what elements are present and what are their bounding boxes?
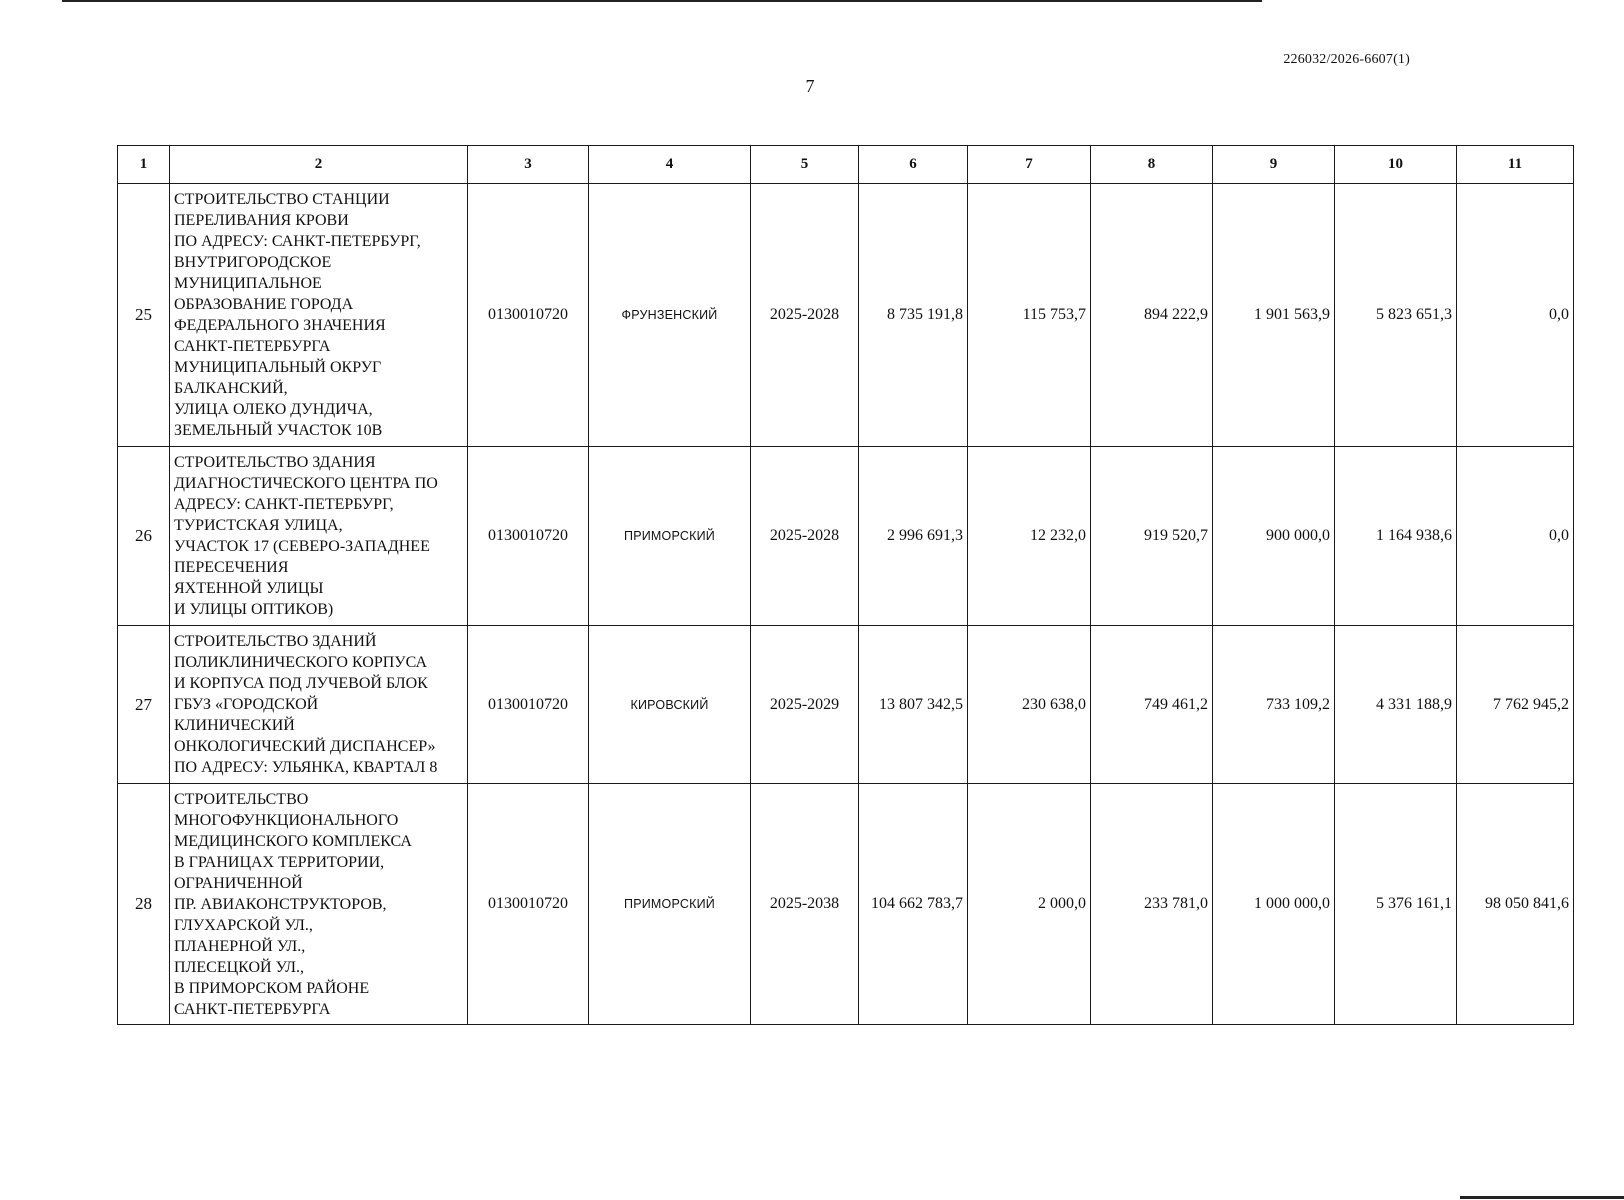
- column-header: 3: [468, 146, 589, 184]
- description-line: ПЛЕСЕЦКОЙ УЛ.,: [174, 958, 304, 976]
- period: 2025-2038: [751, 784, 859, 1025]
- column-header: 2: [170, 146, 468, 184]
- description-line: СТРОИТЕЛЬСТВО ЗДАНИЯ: [174, 454, 376, 471]
- description-line: ЗЕМЕЛЬНЫЙ УЧАСТОК 10В: [174, 422, 383, 439]
- column-header: 1: [118, 146, 170, 184]
- description-line: МУНИЦИПАЛЬНЫЙ ОКРУГ: [174, 359, 382, 376]
- district: ПРИМОРСКИЙ: [589, 447, 751, 626]
- description-line: ПО АДРЕСУ: САНКТ-ПЕТЕРБУРГ,: [174, 233, 421, 250]
- description-line: В ПРИМОРСКОМ РАЙОНЕ: [174, 979, 370, 997]
- period: 2025-2028: [751, 184, 859, 447]
- value-col-9: 900 000,0: [1213, 447, 1335, 626]
- description-line: СТРОИТЕЛЬСТВО: [174, 790, 309, 808]
- value-col-9: 1 901 563,9: [1213, 184, 1335, 447]
- project-description: [170, 447, 468, 626]
- value-col-11: 0,0: [1457, 447, 1574, 626]
- table-row: [118, 184, 1574, 447]
- project-description: [170, 184, 468, 447]
- value-col-7: 115 753,7: [968, 184, 1091, 447]
- column-header: 8: [1091, 146, 1213, 184]
- value-col-11: 98 050 841,6: [1457, 784, 1574, 1025]
- row-number: 28: [118, 784, 170, 1025]
- scan-edge-bottom: [1460, 1196, 1624, 1199]
- value-col-9: 1 000 000,0: [1213, 784, 1335, 1025]
- district: КИРОВСКИЙ: [589, 626, 751, 784]
- value-col-8: 233 781,0: [1091, 784, 1213, 1025]
- description-line: ОНКОЛОГИЧЕСКИЙ ДИСПАНСЕР»: [174, 738, 436, 755]
- description-line: УЧАСТОК 17 (СЕВЕРО-ЗАПАДНЕЕ: [174, 538, 430, 555]
- description-line: КЛИНИЧЕСКИЙ: [174, 717, 295, 734]
- district: ФРУНЗЕНСКИЙ: [589, 184, 751, 447]
- description-line: ГЛУХАРСКОЙ УЛ.,: [174, 916, 313, 934]
- table-row: [118, 784, 1574, 1025]
- project-table: [117, 145, 1574, 1025]
- table-row: [118, 447, 1574, 626]
- description-line: ВНУТРИГОРОДСКОЕ: [174, 254, 332, 271]
- value-col-6: 104 662 783,7: [859, 784, 968, 1025]
- description-line: САНКТ-ПЕТЕРБУРГА: [174, 338, 331, 355]
- column-header: 11: [1457, 146, 1574, 184]
- description-line: ДИАГНОСТИЧЕСКОГО ЦЕНТРА ПО: [174, 475, 438, 492]
- description-line: ЯХТЕННОЙ УЛИЦЫ: [174, 580, 324, 597]
- value-col-8: 894 222,9: [1091, 184, 1213, 447]
- page-number: 7: [805, 76, 815, 96]
- value-col-8: 749 461,2: [1091, 626, 1213, 784]
- table-header-row: [118, 146, 1574, 184]
- description-line: МУНИЦИПАЛЬНОЕ: [174, 275, 322, 292]
- value-col-10: 5 376 161,1: [1335, 784, 1457, 1025]
- description-line: ПЕРЕСЕЧЕНИЯ: [174, 559, 289, 576]
- value-col-11: 0,0: [1457, 184, 1574, 447]
- value-col-6: 13 807 342,5: [859, 626, 968, 784]
- value-col-10: 4 331 188,9: [1335, 626, 1457, 784]
- scan-edge-top: [62, 0, 1262, 2]
- value-col-9: 733 109,2: [1213, 626, 1335, 784]
- description-line: ПЛАНЕРНОЙ УЛ.,: [174, 937, 306, 955]
- column-header: 7: [968, 146, 1091, 184]
- row-number: 26: [118, 447, 170, 626]
- row-number: 25: [118, 184, 170, 447]
- budget-code: 0130010720: [468, 784, 589, 1025]
- value-col-10: 5 823 651,3: [1335, 184, 1457, 447]
- description-line: САНКТ-ПЕТЕРБУРГА: [174, 1000, 331, 1018]
- column-header: 9: [1213, 146, 1335, 184]
- value-col-8: 919 520,7: [1091, 447, 1213, 626]
- description-line: ГБУЗ «ГОРОДСКОЙ: [174, 696, 319, 713]
- table-row: [118, 626, 1574, 784]
- description-line: УЛИЦА ОЛЕКО ДУНДИЧА,: [174, 401, 373, 418]
- description-line: БАЛКАНСКИЙ,: [174, 380, 288, 397]
- column-header: 10: [1335, 146, 1457, 184]
- description-line: ТУРИСТСКАЯ УЛИЦА,: [174, 517, 343, 534]
- description-line: ОБРАЗОВАНИЕ ГОРОДА: [174, 296, 354, 313]
- description-line: СТРОИТЕЛЬСТВО СТАНЦИИ: [174, 191, 390, 208]
- description-line: ПР. АВИАКОНСТРУКТОРОВ,: [174, 895, 387, 913]
- row-number: 27: [118, 626, 170, 784]
- period: 2025-2028: [751, 447, 859, 626]
- budget-code: 0130010720: [468, 626, 589, 784]
- description-line: ФЕДЕРАЛЬНОГО ЗНАЧЕНИЯ: [174, 317, 386, 334]
- value-col-11: 7 762 945,2: [1457, 626, 1574, 784]
- value-col-7: 12 232,0: [968, 447, 1091, 626]
- budget-code: 0130010720: [468, 184, 589, 447]
- description-line: В ГРАНИЦАХ ТЕРРИТОРИИ,: [174, 853, 385, 871]
- column-header: 6: [859, 146, 968, 184]
- column-header: 4: [589, 146, 751, 184]
- description-line: СТРОИТЕЛЬСТВО ЗДАНИЙ: [174, 633, 377, 650]
- description-line: ПОЛИКЛИНИЧЕСКОГО КОРПУСА: [174, 654, 428, 671]
- district: ПРИМОРСКИЙ: [589, 784, 751, 1025]
- project-description: [170, 784, 468, 1025]
- period: 2025-2029: [751, 626, 859, 784]
- value-col-6: 8 735 191,8: [859, 184, 968, 447]
- description-line: ПО АДРЕСУ: УЛЬЯНКА, КВАРТАЛ 8: [174, 759, 438, 776]
- value-col-10: 1 164 938,6: [1335, 447, 1457, 626]
- value-col-7: 230 638,0: [968, 626, 1091, 784]
- value-col-7: 2 000,0: [968, 784, 1091, 1025]
- description-line: ПЕРЕЛИВАНИЯ КРОВИ: [174, 212, 349, 229]
- description-line: И КОРПУСА ПОД ЛУЧЕВОЙ БЛОК: [174, 675, 428, 692]
- value-col-6: 2 996 691,3: [859, 447, 968, 626]
- project-description: [170, 626, 468, 784]
- document-number: 226032/2026-6607(1): [1283, 52, 1410, 67]
- description-line: И УЛИЦЫ ОПТИКОВ): [174, 601, 334, 618]
- description-line: МНОГОФУНКЦИОНАЛЬНОГО: [174, 811, 399, 829]
- column-header: 5: [751, 146, 859, 184]
- description-line: АДРЕСУ: САНКТ-ПЕТЕРБУРГ,: [174, 496, 394, 513]
- description-line: МЕДИЦИНСКОГО КОМПЛЕКСА: [174, 832, 412, 850]
- description-line: ОГРАНИЧЕННОЙ: [174, 874, 303, 892]
- budget-code: 0130010720: [468, 447, 589, 626]
